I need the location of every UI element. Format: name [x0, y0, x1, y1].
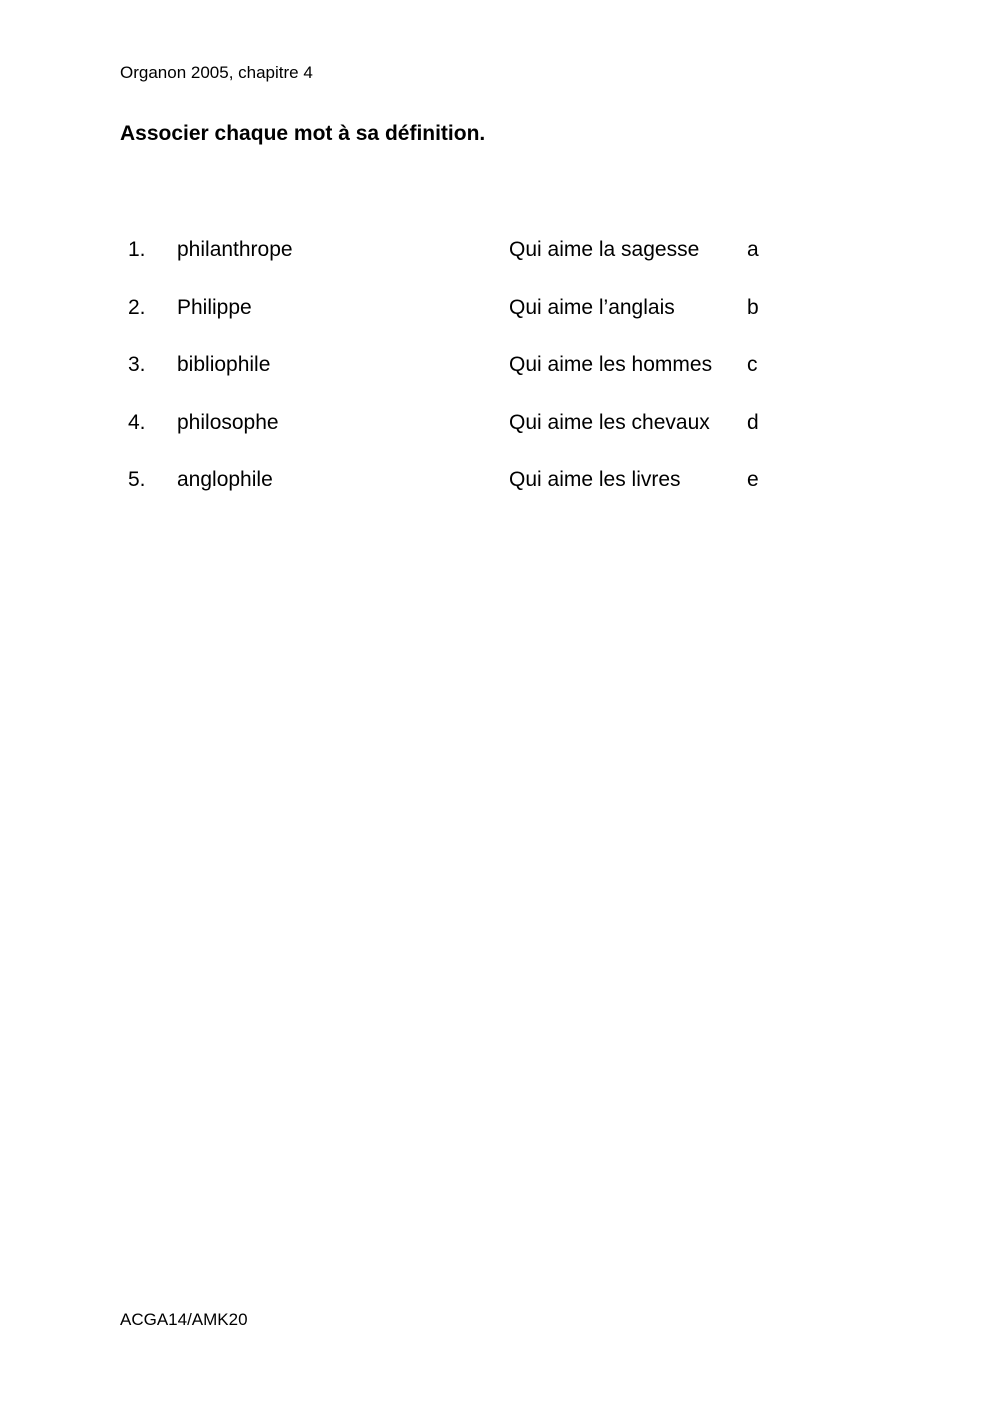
item-number: 5. [128, 468, 146, 491]
exercise-row [0, 236, 1000, 294]
document-footer: ACGA14/AMK20 [120, 1310, 248, 1329]
item-word: anglophile [177, 468, 273, 491]
exercise-title: Associer chaque mot à sa définition. [120, 122, 486, 145]
exercise-row [0, 294, 1000, 352]
item-number: 1. [128, 238, 146, 261]
item-number: 4. [128, 410, 146, 434]
item-word: philosophe [177, 410, 279, 434]
item-letter: b [747, 295, 759, 319]
exercise-row [0, 466, 1000, 524]
document-header: Organon 2005, chapitre 4 [120, 63, 313, 82]
item-definition: Qui aime les chevaux [509, 410, 710, 434]
item-definition: Qui aime la sagesse [509, 238, 700, 261]
exercise-row [0, 351, 1000, 409]
item-definition: Qui aime les hommes [509, 353, 713, 376]
item-definition: Qui aime l’anglais [509, 295, 675, 319]
item-word: Philippe [177, 295, 252, 319]
item-number: 3. [128, 353, 146, 376]
item-definition: Qui aime les livres [509, 468, 681, 491]
matching-exercise [0, 236, 1000, 524]
item-letter: a [747, 238, 759, 261]
item-letter: c [747, 353, 758, 376]
item-letter: d [747, 410, 759, 434]
item-letter: e [747, 468, 759, 491]
item-word: philanthrope [177, 238, 293, 261]
exercise-row [0, 409, 1000, 467]
item-number: 2. [128, 295, 146, 319]
item-word: bibliophile [177, 353, 271, 376]
